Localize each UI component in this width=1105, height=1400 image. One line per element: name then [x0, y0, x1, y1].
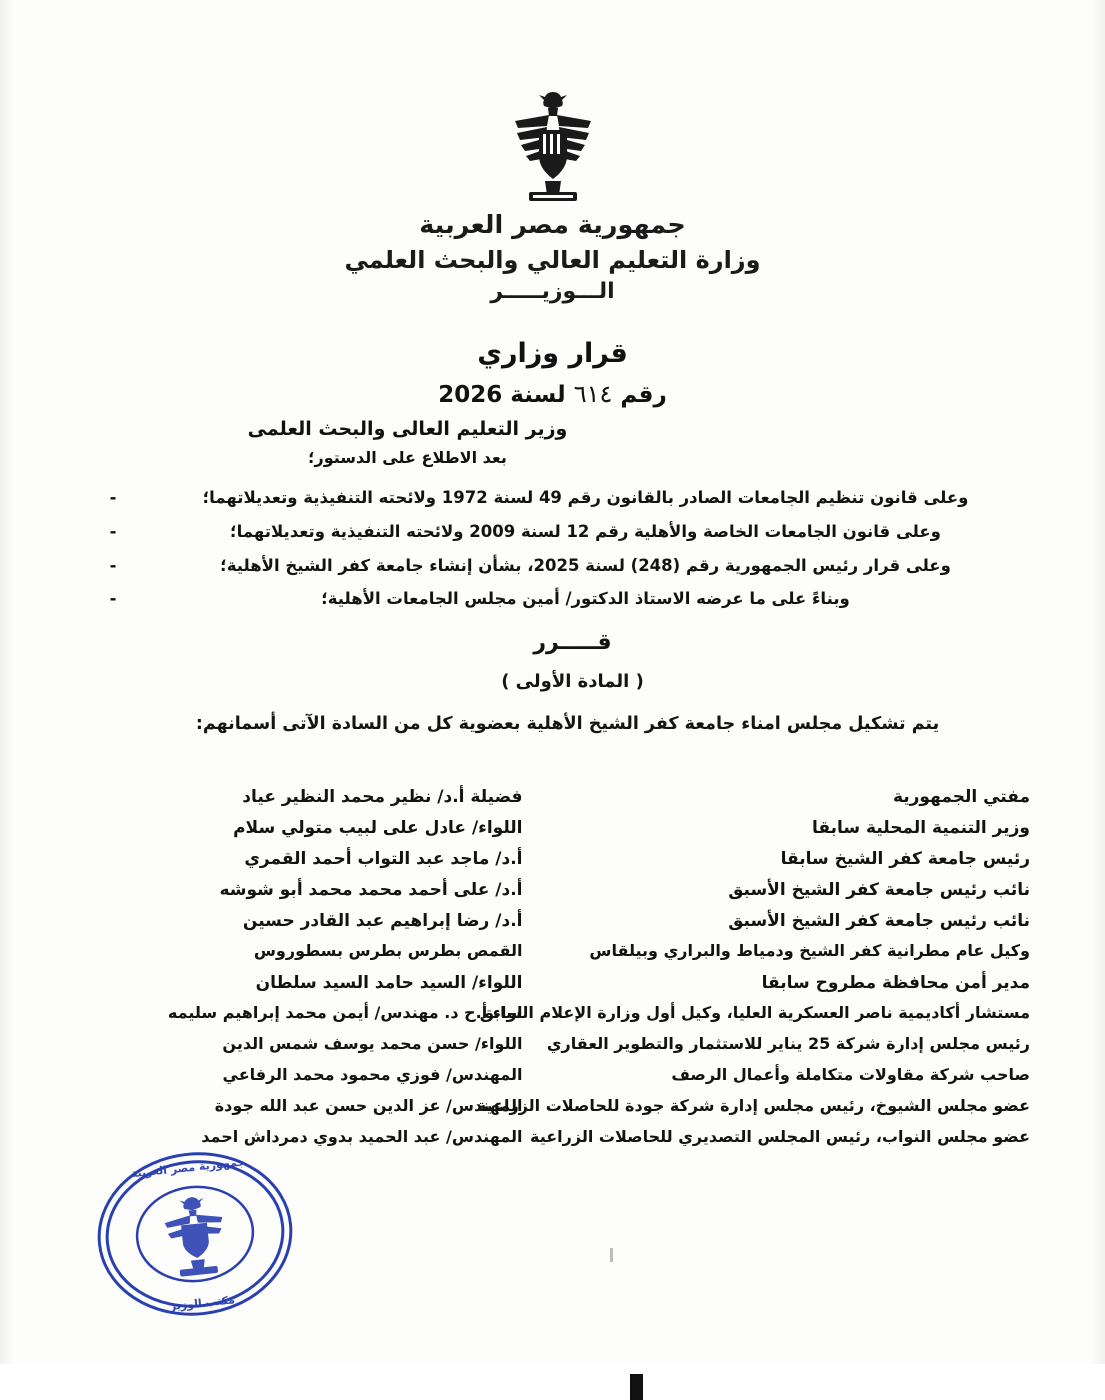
- country-name: جمهورية مصر العربية: [419, 210, 686, 239]
- svg-text:مكتب الوزير: مكتب الوزير: [169, 1293, 236, 1313]
- member-name: أ.د/ على أحمد محمد محمد أبو شوشه: [219, 880, 523, 900]
- page-bottom-edge: [0, 1364, 1105, 1400]
- office-name: الـــوزيـــــر: [490, 279, 615, 305]
- member-name: أ.د/ رضا إبراهيم عبد القادر حسين: [242, 911, 523, 931]
- table-row: [55, 968, 1050, 999]
- member-role: عضو مجلس الشيوخ، رئيس مجلس إدارة شركة جودة للحاصلات الزراعية: [476, 1096, 1030, 1115]
- clause-text: وعلى قرار رئيس الجمهورية رقم (248) لسنة 2025، بشأن إنشاء جامعة كفر الشيخ الأهلية؛: [220, 555, 951, 575]
- decree-number-prefix: رقم: [620, 382, 667, 408]
- clause-item: [60, 515, 1045, 549]
- member-role: رئيس جامعة كفر الشيخ سابقا: [780, 849, 1030, 869]
- table-row: [55, 1030, 1050, 1061]
- clause-dash: -: [109, 589, 117, 609]
- page-edge-shadow-right: [1091, 0, 1105, 1400]
- member-name: القمص بطرس بطرس بسطوروس: [253, 941, 523, 960]
- minister-title-line: وزير التعليم العالى والبحث العلمى: [247, 418, 568, 440]
- paper-artifact: [610, 1248, 613, 1262]
- eagle-of-saladin-emblem: [505, 88, 601, 204]
- decree-number-line: [0, 380, 1105, 408]
- table-row: [55, 875, 1050, 906]
- clause-dash: -: [109, 521, 117, 541]
- clause-item: [60, 549, 1045, 583]
- table-row: [55, 844, 1050, 875]
- clause-item: [60, 481, 1045, 515]
- member-role: مدير أمن محافظة مطروح سابقا: [761, 973, 1030, 993]
- member-role: صاحب شركة مقاولات متكاملة وأعمال الرصف: [671, 1065, 1030, 1084]
- after-review-line: بعد الاطلاع على الدستور؛: [308, 448, 507, 467]
- table-row: [55, 1123, 1050, 1154]
- table-row: [55, 906, 1050, 937]
- decree-title: قرار وزاري: [477, 338, 628, 369]
- member-name: المهندس/ عز الدين حسن عبد الله جودة: [214, 1096, 523, 1115]
- member-role: مستشار أكاديمية ناصر العسكرية العليا، وكيل أول وزارة الإعلام السابق: [479, 1003, 1030, 1022]
- member-name: اللواء/ حسن محمد يوسف شمس الدين: [222, 1034, 523, 1053]
- emblem-container: [0, 88, 1105, 204]
- member-name: فضيلة أ.د/ نظير محمد النظير عياد: [242, 787, 523, 807]
- member-name: أ.د/ ماجد عبد التواب أحمد القمري: [244, 849, 523, 869]
- table-row: [55, 782, 1050, 813]
- member-role: وكيل عام مطرانية كفر الشيخ ودمياط والبراري وبيلقاس: [589, 941, 1030, 960]
- member-name: اللواء/ السيد حامد السيد سلطان: [255, 973, 523, 993]
- scan-registration-mark: [630, 1374, 643, 1400]
- board-intro-line: يتم تشكيل مجلس امناء جامعة كفر الشيخ الأهلية بعضوية كل من السادة الآتى أسمانهم:: [195, 714, 940, 735]
- member-role: عضو مجلس النواب، رئيس المجلس التصديري للحاصلات الزراعية: [530, 1127, 1030, 1146]
- decree-number-handwritten: ٦١٤: [573, 380, 613, 408]
- clause-text: وعلى قانون الجامعات الخاصة والأهلية رقم 12 لسنة 2009 ولائحته التنفيذية وتعديلاتهما؛: [230, 521, 941, 541]
- member-role: رئيس مجلس إدارة شركة 25 يناير للاستثمار والتطوير العقاري: [546, 1034, 1030, 1053]
- table-row: [55, 1092, 1050, 1123]
- member-role: مفتي الجمهورية: [892, 787, 1030, 807]
- document-header-text: [0, 208, 1105, 304]
- members-table: [55, 782, 1050, 1154]
- clause-text: وبناءً على ما عرضه الاستاذ الدكتور/ أمين مجلس الجامعات الأهلية؛: [321, 589, 850, 609]
- article-one-heading: ( المادة الأولى ): [501, 671, 644, 693]
- svg-text:جمهورية مصر العربية: جمهورية مصر العربية: [130, 1155, 246, 1181]
- official-round-stamp: [88, 1142, 303, 1327]
- clause-item: [60, 582, 1045, 616]
- table-row: [55, 813, 1050, 844]
- clause-dash: -: [109, 488, 117, 507]
- clause-dash: -: [109, 555, 117, 575]
- member-name: المهندس/ فوزي محمود محمد الرفاعي: [222, 1065, 523, 1084]
- clause-text: وعلى قانون تنظيم الجامعات الصادر بالقانون رقم 49 لسنة 1972 ولائحته التنفيذية وتعديلاتهما؛: [202, 488, 969, 507]
- member-role: وزير التنمية المحلية سابقا: [812, 818, 1030, 838]
- table-row: [55, 1061, 1050, 1092]
- table-row: [55, 937, 1050, 968]
- table-row: [55, 999, 1050, 1030]
- member-name: لواء أ.ح د. مهندس/ أيمن محمد إبراهيم سليمه: [167, 1003, 523, 1022]
- clause-list: [60, 481, 1045, 616]
- decided-word: قـــــرر: [533, 630, 612, 656]
- page-edge-shadow-left: [0, 0, 14, 1400]
- member-name: المهندس/ عبد الحميد بدوي دمرداش احمد: [201, 1127, 523, 1146]
- member-role: نائب رئيس جامعة كفر الشيخ الأسبق: [728, 911, 1030, 931]
- decree-number-suffix: لسنة 2026: [438, 382, 566, 408]
- ministry-name: وزارة التعليم العالي والبحث العلمي: [344, 245, 761, 274]
- document-body: [60, 418, 1045, 734]
- member-role: نائب رئيس جامعة كفر الشيخ الأسبق: [728, 880, 1030, 900]
- member-name: اللواء/ عادل على لبيب متولي سلام: [233, 818, 523, 838]
